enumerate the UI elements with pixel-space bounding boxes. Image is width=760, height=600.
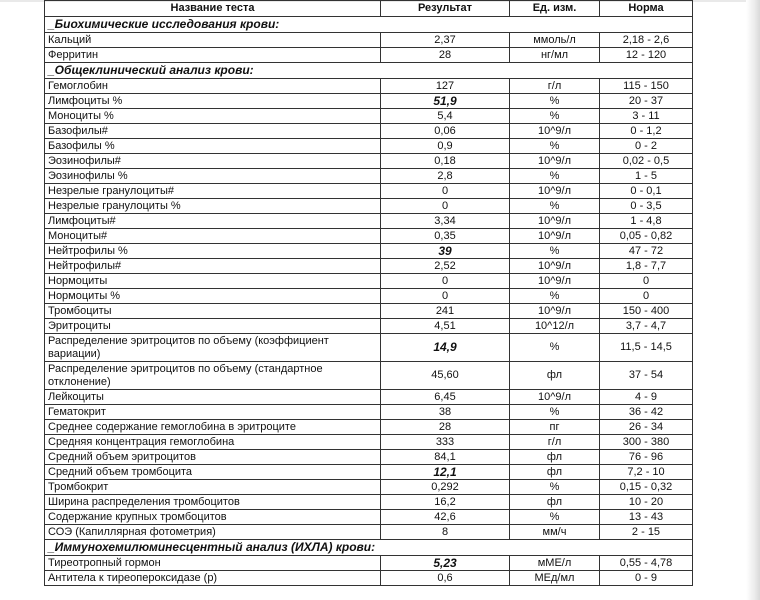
test-result-flagged: 12,1 (381, 465, 510, 480)
test-name: Нейтрофилы % (45, 244, 381, 259)
test-unit: % (510, 109, 600, 124)
test-result: 0,6 (381, 571, 510, 586)
test-norm: 0 - 3,5 (600, 199, 693, 214)
table-row (45, 79, 693, 94)
table-row (45, 139, 693, 154)
table-row (45, 169, 693, 184)
table-row (45, 362, 693, 390)
test-unit: % (510, 510, 600, 525)
table-row (45, 420, 693, 435)
test-unit: % (510, 405, 600, 420)
test-norm: 115 - 150 (600, 79, 693, 94)
test-result-flagged: 14,9 (381, 334, 510, 362)
test-name: СОЭ (Капиллярная фотометрия) (45, 525, 381, 540)
test-name: Базофилы % (45, 139, 381, 154)
test-result: 0 (381, 184, 510, 199)
header-test-name: Название теста (45, 1, 381, 17)
test-unit: фл (510, 362, 600, 390)
test-unit: нг/мл (510, 48, 600, 63)
test-norm: 26 - 34 (600, 420, 693, 435)
test-result: 2,52 (381, 259, 510, 274)
test-unit: % (510, 289, 600, 304)
table-row (45, 94, 693, 109)
table-row (45, 259, 693, 274)
test-unit: фл (510, 465, 600, 480)
test-result: 241 (381, 304, 510, 319)
test-unit: МЕд/мл (510, 571, 600, 586)
test-unit: мМЕ/л (510, 556, 600, 571)
test-unit: мм/ч (510, 525, 600, 540)
test-name: Средний объем эритроцитов (45, 450, 381, 465)
test-name: Гемоглобин (45, 79, 381, 94)
test-name: Эозинофилы % (45, 169, 381, 184)
test-unit: % (510, 169, 600, 184)
test-norm: 7,2 - 10 (600, 465, 693, 480)
test-name: Среднее содержание гемоглобина в эритроците (45, 420, 381, 435)
test-result: 6,45 (381, 390, 510, 405)
test-name: Эозинофилы# (45, 154, 381, 169)
test-norm: 150 - 400 (600, 304, 693, 319)
table-row (45, 525, 693, 540)
test-name: Нормоциты (45, 274, 381, 289)
table-row (45, 184, 693, 199)
test-norm: 0 - 0,1 (600, 184, 693, 199)
table-row (45, 229, 693, 244)
test-unit: 10^9/л (510, 229, 600, 244)
test-name: Тромбокрит (45, 480, 381, 495)
table-row (45, 495, 693, 510)
test-result: 127 (381, 79, 510, 94)
test-unit: 10^9/л (510, 154, 600, 169)
test-result: 0,35 (381, 229, 510, 244)
table-row (45, 556, 693, 571)
header-unit: Ед. изм. (510, 1, 600, 17)
test-norm: 1,8 - 7,7 (600, 259, 693, 274)
test-name: Незрелые гранулоциты % (45, 199, 381, 214)
header-norm: Норма (600, 1, 693, 17)
test-result: 0,9 (381, 139, 510, 154)
test-norm: 3,7 - 4,7 (600, 319, 693, 334)
table-row (45, 480, 693, 495)
test-result-flagged: 5,23 (381, 556, 510, 571)
test-norm: 76 - 96 (600, 450, 693, 465)
test-name: Моноциты % (45, 109, 381, 124)
test-unit: 10^9/л (510, 184, 600, 199)
test-name: Эритроциты (45, 319, 381, 334)
test-norm: 11,5 - 14,5 (600, 334, 693, 362)
test-norm: 0 - 9 (600, 571, 693, 586)
test-result: 8 (381, 525, 510, 540)
test-unit: % (510, 334, 600, 362)
table-header-row (45, 1, 693, 17)
table-row (45, 405, 693, 420)
test-result: 4,51 (381, 319, 510, 334)
test-name: Распределение эритроцитов по объему (коэффициент вариации) (45, 334, 381, 362)
table-row (45, 274, 693, 289)
test-unit: 10^9/л (510, 390, 600, 405)
table-row (45, 465, 693, 480)
test-name: Лимфоциты % (45, 94, 381, 109)
test-name: Ширина распределения тромбоцитов (45, 495, 381, 510)
table-row (45, 199, 693, 214)
test-result: 0 (381, 199, 510, 214)
table-row (45, 109, 693, 124)
test-result: 0,292 (381, 480, 510, 495)
test-name: Лимфоциты# (45, 214, 381, 229)
test-result: 16,2 (381, 495, 510, 510)
test-name: Средний объем тромбоцита (45, 465, 381, 480)
test-name: Незрелые гранулоциты# (45, 184, 381, 199)
test-unit: фл (510, 495, 600, 510)
table-row (45, 334, 693, 362)
test-name: Тиреотропный гормон (45, 556, 381, 571)
section-title-biochem: _Биохимические исследования крови: (45, 17, 693, 33)
test-norm: 1 - 4,8 (600, 214, 693, 229)
test-unit: 10^9/л (510, 304, 600, 319)
table-row (45, 319, 693, 334)
page-right-edge (746, 0, 760, 600)
test-result-flagged: 39 (381, 244, 510, 259)
test-result-flagged: 51,9 (381, 94, 510, 109)
test-result: 0 (381, 289, 510, 304)
test-norm: 0,05 - 0,82 (600, 229, 693, 244)
section-row-immuno (45, 540, 693, 556)
test-name: Распределение эритроцитов по объему (стандартное отклонение) (45, 362, 381, 390)
test-name: Содержание крупных тромбоцитов (45, 510, 381, 525)
section-title-cbc: _Общеклинический анализ крови: (45, 63, 693, 79)
test-name: Нейтрофилы# (45, 259, 381, 274)
table-row (45, 304, 693, 319)
test-unit: % (510, 139, 600, 154)
test-norm: 0 (600, 274, 693, 289)
test-result: 42,6 (381, 510, 510, 525)
table-row (45, 214, 693, 229)
test-norm: 4 - 9 (600, 390, 693, 405)
lab-results-table (44, 0, 693, 586)
table-row (45, 48, 693, 63)
test-norm: 2,18 - 2,6 (600, 33, 693, 48)
section-title-immuno: _Иммунохемилюминесцентный анализ (ИХЛА) крови: (45, 540, 693, 556)
test-norm: 37 - 54 (600, 362, 693, 390)
test-result: 0 (381, 274, 510, 289)
test-norm: 12 - 120 (600, 48, 693, 63)
test-unit: ммоль/л (510, 33, 600, 48)
test-name: Ферритин (45, 48, 381, 63)
test-unit: пг (510, 420, 600, 435)
table-row (45, 510, 693, 525)
test-unit: % (510, 94, 600, 109)
test-norm: 1 - 5 (600, 169, 693, 184)
test-unit: 10^9/л (510, 274, 600, 289)
test-norm: 10 - 20 (600, 495, 693, 510)
test-norm: 20 - 37 (600, 94, 693, 109)
test-norm: 0 - 2 (600, 139, 693, 154)
test-norm: 0 (600, 289, 693, 304)
test-norm: 36 - 42 (600, 405, 693, 420)
test-name: Антитела к тиреопероксидазе (р) (45, 571, 381, 586)
test-unit: г/л (510, 79, 600, 94)
test-result: 45,60 (381, 362, 510, 390)
table-row (45, 390, 693, 405)
test-name: Моноциты# (45, 229, 381, 244)
test-norm: 0 - 1,2 (600, 124, 693, 139)
test-norm: 13 - 43 (600, 510, 693, 525)
test-unit: % (510, 199, 600, 214)
test-norm: 3 - 11 (600, 109, 693, 124)
test-result: 28 (381, 420, 510, 435)
test-norm: 0,15 - 0,32 (600, 480, 693, 495)
section-row-biochem (45, 17, 693, 33)
table-row (45, 154, 693, 169)
test-name: Базофилы# (45, 124, 381, 139)
test-result: 333 (381, 435, 510, 450)
table-row (45, 33, 693, 48)
test-norm: 0,02 - 0,5 (600, 154, 693, 169)
test-name: Тромбоциты (45, 304, 381, 319)
test-result: 0,18 (381, 154, 510, 169)
test-unit: фл (510, 450, 600, 465)
test-name: Лейкоциты (45, 390, 381, 405)
section-row-cbc (45, 63, 693, 79)
test-name: Кальций (45, 33, 381, 48)
table-row (45, 244, 693, 259)
table-row (45, 289, 693, 304)
test-result: 5,4 (381, 109, 510, 124)
test-result: 38 (381, 405, 510, 420)
test-result: 2,37 (381, 33, 510, 48)
test-unit: % (510, 244, 600, 259)
test-unit: г/л (510, 435, 600, 450)
table-row (45, 435, 693, 450)
header-result: Результат (381, 1, 510, 17)
test-result: 3,34 (381, 214, 510, 229)
test-norm: 47 - 72 (600, 244, 693, 259)
test-unit: % (510, 480, 600, 495)
table-row (45, 571, 693, 586)
test-result: 28 (381, 48, 510, 63)
test-norm: 300 - 380 (600, 435, 693, 450)
test-result: 0,06 (381, 124, 510, 139)
test-unit: 10^9/л (510, 214, 600, 229)
test-unit: 10^12/л (510, 319, 600, 334)
test-name: Средняя концентрация гемоглобина (45, 435, 381, 450)
test-name: Гематокрит (45, 405, 381, 420)
test-name: Нормоциты % (45, 289, 381, 304)
test-unit: 10^9/л (510, 259, 600, 274)
test-unit: 10^9/л (510, 124, 600, 139)
table-row (45, 450, 693, 465)
test-norm: 2 - 15 (600, 525, 693, 540)
test-result: 2,8 (381, 169, 510, 184)
table-row (45, 124, 693, 139)
test-result: 84,1 (381, 450, 510, 465)
test-norm: 0,55 - 4,78 (600, 556, 693, 571)
